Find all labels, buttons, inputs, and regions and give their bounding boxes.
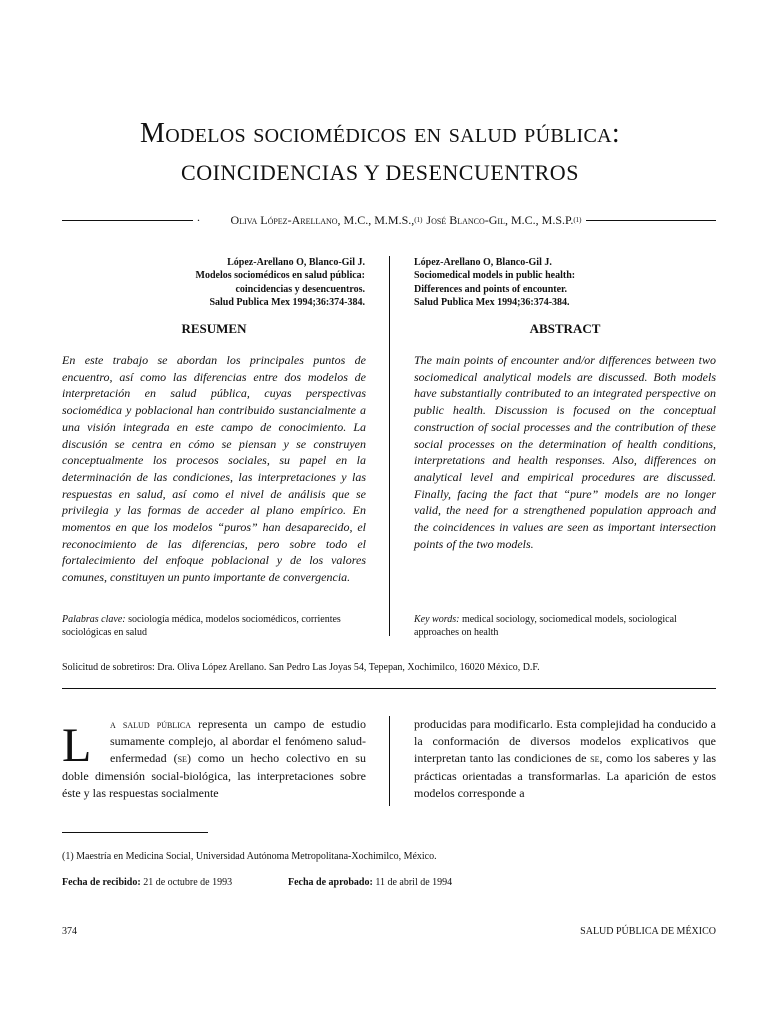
citation-en-line: Salud Publica Mex 1994;36:374-384. (414, 297, 570, 309)
author-1: Oliva López-Arellano, M.C., M.M.S., (230, 212, 415, 227)
body-left-column (62, 716, 366, 802)
body-column-divider (389, 716, 390, 806)
date-received-label: Fecha de recibido: (62, 877, 141, 888)
resumen-text: En este trabajo se abordan los principales puntos de encuentro, así como las diferencias entre dos modelos de interpretación en salud pública, cuyas perspectivas sociomédica y poblacional han contribuido sustancialmente a una visión integrada en este campo de conocimiento. La discusión se centra en cómo se piensan y se construyen conceptualmente los procesos sociales, su papel en la determinación de las condiciones, las interpretaciones y las respuestas en salud, así como el nivel de análisis que se privilegia y las formas de acceder al plano empírico. En momentos en que los modelos “puros” han desaparecido, el reconocimiento de las diferencias, pero sobre todo el fortalecimiento del enfoque poblacional y de los valores comunes, constituyen un punto importante de convergencia. (62, 353, 366, 585)
page-number: 374 (62, 926, 77, 937)
body-se-abbr: se (177, 751, 187, 766)
abstract-heading: ABSTRACT (529, 321, 601, 336)
resumen-keywords (62, 613, 366, 639)
author-rule-right (586, 220, 717, 221)
date-received (62, 877, 232, 888)
date-approved-value: 11 de abril de 1994 (375, 877, 453, 888)
body-se-abbr-2: se (590, 751, 600, 766)
citation-en-line: Sociomedical models in public health: (414, 270, 576, 282)
body-right-column (414, 716, 716, 802)
citation-spanish (150, 256, 365, 310)
body-left-end: ) como un hecho colectivo en su doble dimensión social-biológica, las interpretaciones sobre éste y las respuestas socialmente (62, 751, 366, 800)
citation-en-line: Differences and points of encounter. (414, 283, 568, 295)
body-right-end: , como los saberes y las prácticas orientadas a transformarlas. La aparición de estos modelos corresponde a (414, 751, 716, 800)
citation-es-line: coincidencias y desencuentros. (235, 283, 365, 295)
body-right-text: producidas para modificarlo. Esta complejidad ha conducido a la conformación de diversos modelos explicativos que interpretan tanto las condiciones de (414, 717, 716, 766)
article-title-line1: Modelos sociomédicos en salud pública: (140, 118, 620, 149)
article-title-line2: COINCIDENCIAS Y DESENCUENTROS (181, 160, 579, 185)
author-2: José Blanco-Gil, M.C., M.S.P. (426, 212, 574, 227)
citation-es-line: López-Arellano O, Blanco-Gil J. (227, 257, 365, 268)
reprint-request: Solicitud de sobretiros: Dra. Oliva López Arellano. San Pedro Las Joyas 54, Tepepan, Xochimilco, 16020 México, D.F. (62, 662, 540, 673)
date-received-value: 21 de octubre de 1993 (143, 877, 233, 888)
footnote-affiliation: (1) Maestría en Medicina Social, Universidad Autónoma Metropolitana-Xochimilco, México. (62, 851, 437, 862)
body-left-text: representa un campo de estudio sumamente complejo, al abordar el fenómeno salud-enfermedad ( (110, 717, 367, 766)
footnote-rule (62, 832, 208, 833)
section-rule (62, 688, 716, 689)
drop-cap-space (62, 716, 110, 762)
date-approved-label: Fecha de aprobado: (288, 877, 373, 888)
abstract-column-divider (389, 256, 390, 636)
abstract-keywords (414, 613, 716, 639)
body-smallcaps-start: a salud pública (110, 717, 191, 731)
resumen-heading: RESUMEN (181, 321, 247, 336)
abstract-keywords-text: medical sociology, sociomedical models, sociological approaches on health (414, 614, 677, 638)
citation-en-line: López-Arellano O, Blanco-Gil J. (414, 257, 552, 268)
journal-name: SALUD PÚBLICA DE MÉXICO (580, 926, 716, 937)
citation-english (414, 256, 714, 310)
abstract-keywords-label: Key words: (414, 614, 460, 625)
author-rule-left (62, 220, 193, 221)
author-line (62, 212, 716, 228)
abstract-text: The main points of encounter and/or differences between two sociomedical analytical models are discussed. Both models have substantially contributed to an integrated perspective on public health. Discussion is focused on the conceptual construction of social processes and the contribution of these social processes on the determination of health conditions, interpretations and health responses. Also, differences on analytical level and empirical procedures are discussed. Finally, facing the fact that “pure” models are no longer valid, the need for a strengthened population approach and the coincidences in values are seen as important intersection points of the two models. (414, 353, 716, 551)
citation-es-line: Salud Publica Mex 1994;36:374-384. (209, 297, 365, 309)
drop-cap: L (62, 719, 92, 772)
author-dot: · (196, 212, 201, 227)
resumen-keywords-text: sociología médica, modelos sociomédicos, corrientes sociológicas en salud (62, 614, 341, 638)
date-approved (288, 877, 452, 888)
author-1-affiliation: (1) (414, 216, 423, 224)
resumen-keywords-label: Palabras clave: (62, 614, 126, 625)
author-2-affiliation: (1) (573, 216, 582, 224)
citation-es-line: Modelos sociomédicos en salud pública: (195, 270, 365, 282)
